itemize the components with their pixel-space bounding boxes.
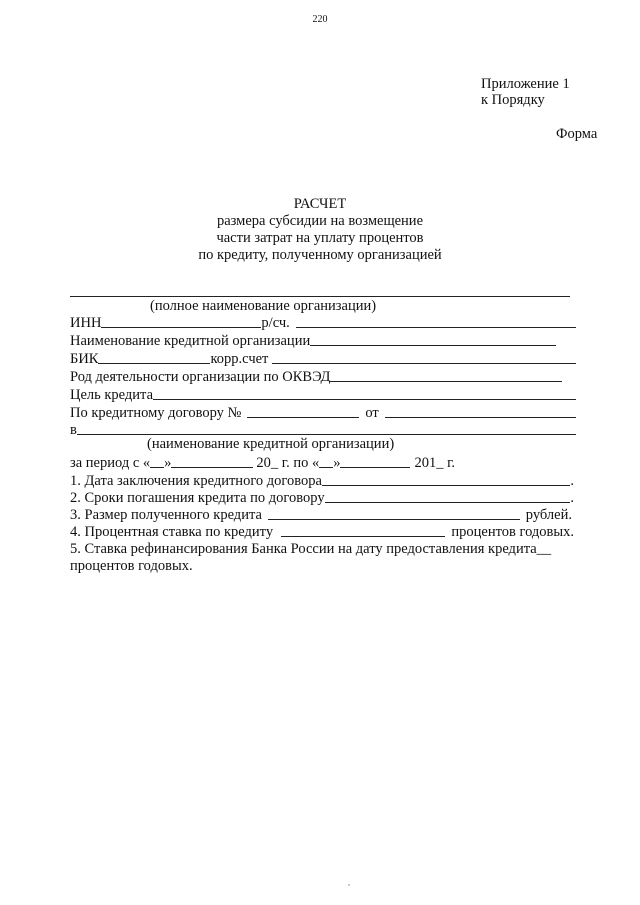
item-2-label: 2. Сроки погашения кредита по договору (70, 490, 325, 506)
item-1-field[interactable] (322, 473, 570, 486)
purpose-row (70, 386, 576, 403)
item-1-label: 1. Дата заключения кредитного договора (70, 473, 322, 489)
period-end-month-field[interactable] (340, 455, 410, 468)
item-3-field[interactable] (268, 507, 520, 520)
scan-speck (348, 884, 350, 886)
inn-label: ИНН (70, 315, 102, 331)
period-start-month-field[interactable] (171, 455, 253, 468)
item-3-unit: рублей. (525, 507, 572, 523)
title-line-3: по кредиту, полученному организацией (198, 247, 442, 263)
annex-line-2: к Порядку (481, 92, 545, 108)
contract-row (70, 404, 576, 421)
okved-row (70, 368, 562, 385)
annex-line-1: Приложение 1 (481, 76, 570, 92)
corr-account-label: корр.счет (210, 351, 269, 367)
okved-label: Род деятельности организации по ОКВЭД (70, 369, 331, 385)
item-5-label: 5. Ставка рефинансирования Банка России на дату предоставления кредита__ (70, 541, 552, 557)
period-start-day-field[interactable] (150, 455, 164, 468)
period-end-year-label: 201_ г. (414, 455, 456, 471)
credit-bank-field[interactable] (77, 422, 576, 435)
corr-account-field[interactable] (272, 351, 576, 364)
page-number: 220 (312, 14, 328, 25)
bank-name-label: Наименование кредитной организации (70, 333, 311, 349)
contract-number-field[interactable] (247, 405, 359, 418)
item-4-label: 4. Процентная ставка по кредиту (70, 524, 274, 540)
period-year-label: 20_ г. по « (256, 455, 320, 471)
item-4-field[interactable] (281, 524, 445, 537)
period-start-quote: » (164, 455, 172, 471)
organization-name-field[interactable] (70, 296, 570, 297)
period-start-label: за период с « (70, 455, 151, 471)
form-label: Форма (556, 126, 598, 142)
item-2-row: 2. Сроки погашения кредита по договору . (70, 490, 574, 506)
period-end-day-field[interactable] (319, 455, 333, 468)
account-field[interactable] (296, 315, 576, 328)
document-title: РАСЧЕТ (293, 196, 347, 212)
period-end-quote: » (333, 455, 341, 471)
account-label: р/сч. (261, 315, 290, 331)
inn-row (70, 314, 576, 331)
okved-field[interactable] (330, 369, 562, 382)
bik-field[interactable] (98, 351, 210, 364)
bank-caption: (наименование кредитной организации) (147, 436, 395, 452)
contract-date-field[interactable] (385, 405, 576, 418)
contract-from-label: от (365, 405, 379, 421)
item-4-unit: процентов годовых. (451, 524, 574, 540)
bank-name-row (70, 332, 556, 349)
title-line-1: размера субсидии на возмещение (216, 213, 424, 229)
bank-name-field[interactable] (310, 333, 556, 346)
organization-caption: (полное наименование организации) (150, 298, 377, 314)
contract-label: По кредитному договору № (70, 405, 242, 421)
item-5-continuation: процентов годовых. (70, 558, 193, 574)
item-1-row: 1. Дата заключения кредитного договора . (70, 473, 574, 489)
bik-row (70, 350, 576, 367)
item-4-row (70, 523, 574, 540)
inn-field[interactable] (101, 315, 261, 328)
title-line-2: части затрат на уплату процентов (216, 230, 424, 246)
period-row (70, 454, 576, 471)
item-3-label: 3. Размер полученного кредита (70, 507, 262, 523)
item-2-field[interactable] (325, 490, 571, 503)
purpose-label: Цель кредита (70, 387, 154, 403)
item-3-row (70, 506, 572, 523)
in-label: в (70, 422, 77, 438)
bik-label: БИК (70, 351, 99, 367)
purpose-field[interactable] (153, 387, 576, 400)
